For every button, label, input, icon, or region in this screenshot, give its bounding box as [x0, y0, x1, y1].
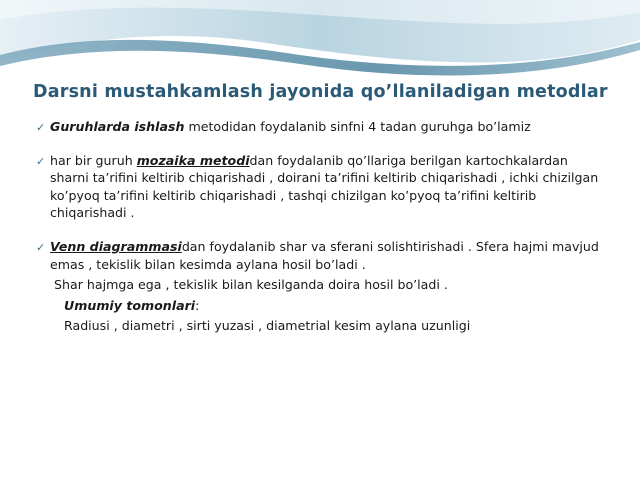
- slide-content: [36, 118, 606, 335]
- bullet-mozaika: [36, 152, 606, 222]
- checkmark-icon: ✓: [36, 240, 46, 254]
- common-text: Radiusi , diametri , sirti yuzasi , diametrial kesim aylana uzunligi: [64, 318, 471, 334]
- bullet-prefix: har bir guruh: [50, 152, 137, 168]
- shar-line: Shar hajmga ega , tekislik bilan kesilganda doira hosil bo’ladi .: [54, 277, 448, 293]
- bullet-text: dan foydalanib qo’llariga berilgan kartochkalardan sharni ta’rifini keltirib chiqarishadi , doirani ta’rifini keltirib chiqarishadi , ichki chizilgan ko’pyoq ta’rifini keltirib chiqarishadi , tashqi chizilgan ko’pyoq ta’rifini keltirib chiqarishadi .: [50, 152, 599, 221]
- bullet-guruhlarda: [36, 118, 606, 136]
- common-heading: [36, 297, 606, 315]
- bullet-text: metodidan foydalanib sinfni 4 tadan guruhga bo’lamiz: [184, 119, 531, 134]
- term-venn-diagrammasi: Venn diagrammasi: [50, 238, 182, 254]
- slide-title: Darsni mustahkamlash jayonida qo’llaniladigan metodlar: [33, 82, 608, 102]
- term-guruhlarda-ishlash: Guruhlarda ishlash: [50, 119, 185, 134]
- checkmark-icon: ✓: [36, 154, 46, 168]
- bullet-text: dan foydalanib shar va sferani solishtirishadi . Sfera hajmi mavjud emas , tekislik bilan kesimda aylana hosil bo’ladi .: [50, 238, 599, 272]
- bullet-venn: [36, 238, 606, 273]
- common-colon: :: [195, 297, 200, 313]
- checkmark-icon: ✓: [36, 121, 46, 134]
- term-mozaika-metodi: mozaika metodi: [136, 152, 250, 168]
- common-label: Umumiy tomonlari: [64, 297, 196, 313]
